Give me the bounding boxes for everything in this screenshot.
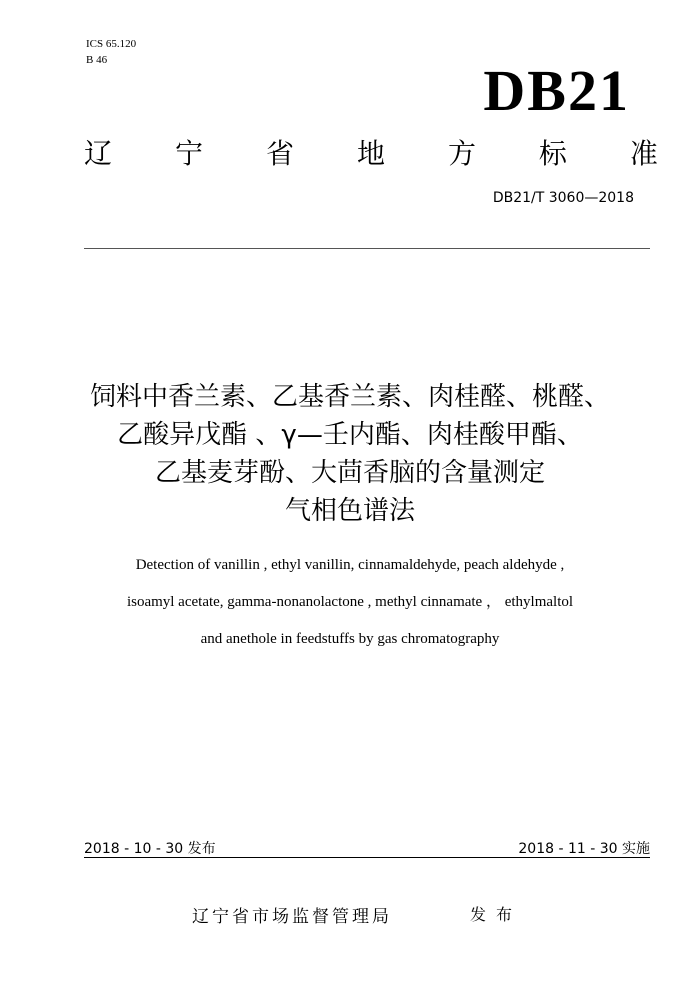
ics-code: ICS 65.120 xyxy=(86,38,137,50)
title-cn-line: 乙酸异戊酯 、γ—壬内酯、肉桂酸甲酯、 xyxy=(117,420,583,450)
standard-type-char: 准 xyxy=(629,137,658,170)
title-en-line: and anethole in feedstuffs by gas chromatography xyxy=(200,631,500,647)
title-en-line: isoamyl acetate, gamma-nonanolactone , methyl cinnamate ， ethylmaltol xyxy=(126,594,574,610)
title-cn-line: 饲料中香兰素、乙基香兰素、肉桂醛、桃醛、 xyxy=(89,382,610,412)
classification-codes xyxy=(86,36,136,68)
standard-type-char: 辽 xyxy=(84,137,113,170)
issuing-authority: 辽宁省市场监督管理局 xyxy=(192,907,392,927)
issue-label: 发布 xyxy=(470,905,523,924)
db21-logo: DB21 xyxy=(483,58,630,123)
header-divider xyxy=(84,248,650,249)
release-date: 2018 - 10 - 30 发布 xyxy=(84,841,216,857)
ccs-code: B 46 xyxy=(86,54,108,66)
title-english xyxy=(40,547,660,658)
title-cn-line: 气相色谱法 xyxy=(284,496,415,526)
title-cn-line: 乙基麦芽酚、大茴香脑的含量测定 xyxy=(154,458,545,488)
standard-type-char: 地 xyxy=(356,137,385,170)
footer-divider xyxy=(84,857,650,858)
standard-type xyxy=(84,134,658,174)
standard-type-char: 宁 xyxy=(174,137,203,170)
standard-number: DB21/T 3060—2018 xyxy=(492,190,634,206)
title-en-line: Detection of vanillin , ethyl vanillin, cinnamaldehyde, peach aldehyde , xyxy=(135,557,565,573)
standard-type-char: 方 xyxy=(447,137,476,170)
title-chinese xyxy=(40,378,660,530)
standard-type-char: 标 xyxy=(538,137,567,170)
standard-type-char: 省 xyxy=(265,137,294,170)
implement-date: 2018 - 11 - 30 实施 xyxy=(518,841,650,857)
